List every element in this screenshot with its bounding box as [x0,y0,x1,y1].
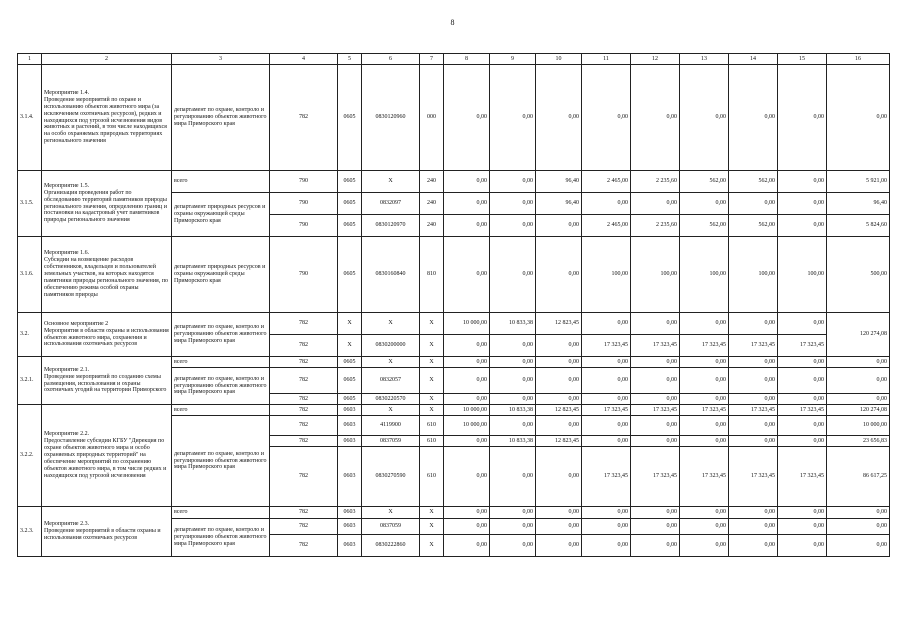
amount-cell: 0,00 [631,436,680,447]
code-cell: 790 [270,215,338,237]
column-header: 7 [420,54,444,65]
amount-cell: 0,00 [778,357,827,368]
amount-cell: 2 235,60 [631,171,680,193]
table-row [18,65,890,171]
amount-cell: 0,00 [444,171,490,193]
column-header: 16 [827,54,890,65]
code-cell: 0605 [338,237,362,313]
amount-cell: 0,00 [582,436,631,447]
code-cell: X [362,171,420,193]
amount-cell: 0,00 [490,193,536,215]
amount-cell: 0,00 [778,535,827,557]
amount-cell: 0,00 [490,447,536,507]
code-cell: 0830120960 [362,65,420,171]
amount-cell: 2 235,60 [631,215,680,237]
amount-cell: 562,00 [680,215,729,237]
code-cell: 240 [420,215,444,237]
column-header: 15 [778,54,827,65]
amount-cell: 0,00 [778,394,827,405]
code-cell: 610 [420,416,444,436]
code-cell: 0605 [338,193,362,215]
amount-cell: 10 833,38 [490,436,536,447]
amount-cell: 0,00 [729,394,778,405]
column-header: 3 [172,54,270,65]
executor: всего [172,507,270,519]
amount-cell: 0,00 [680,519,729,535]
code-cell: 782 [270,535,338,557]
executor: департамент по охране, контроло и регулированию объектов животного мира Приморского края [172,368,270,405]
amount-cell: 0,00 [680,394,729,405]
amount-cell: 0,00 [729,193,778,215]
amount-cell: 0,00 [778,313,827,335]
amount-cell: 5 824,60 [827,215,890,237]
code-cell: 0603 [338,507,362,519]
amount-cell: 0,00 [582,193,631,215]
amount-cell: 17 323,45 [582,405,631,416]
amount-cell: 0,00 [444,519,490,535]
amount-cell: 10 000,00 [444,416,490,436]
code-cell: 790 [270,171,338,193]
amount-cell: 0,00 [680,416,729,436]
amount-cell: 120 274,08 [827,405,890,416]
code-cell: X [338,335,362,357]
amount-cell: 0,00 [582,357,631,368]
amount-cell: 0,00 [778,193,827,215]
row-id: 3.2. [18,313,42,357]
total-cell: 120 274,08 [827,313,890,357]
amount-cell: 0,00 [729,507,778,519]
amount-cell: 0,00 [490,394,536,405]
amount-cell: 17 323,45 [680,447,729,507]
amount-cell: 0,00 [490,368,536,394]
code-cell: 0603 [338,416,362,436]
amount-cell: 0,00 [729,313,778,335]
amount-cell: 17 323,45 [631,405,680,416]
amount-cell: 0,00 [680,436,729,447]
amount-cell: 0,00 [778,65,827,171]
budget-table [17,53,890,557]
header-row [18,54,890,65]
column-header: 2 [42,54,172,65]
code-cell: 782 [270,394,338,405]
amount-cell: 0,00 [729,535,778,557]
code-cell: 782 [270,65,338,171]
amount-cell: 0,00 [631,535,680,557]
amount-cell: 0,00 [490,416,536,436]
code-cell: 0605 [338,65,362,171]
column-header: 9 [490,54,536,65]
amount-cell: 0,00 [778,519,827,535]
amount-cell: 0,00 [680,507,729,519]
code-cell: 0830200000 [362,335,420,357]
table-row [18,171,890,193]
code-cell: X [362,507,420,519]
amount-cell: 0,00 [729,357,778,368]
amount-cell: 0,00 [582,416,631,436]
amount-cell: 0,00 [778,215,827,237]
amount-cell: 17 323,45 [631,447,680,507]
amount-cell: 0,00 [444,507,490,519]
column-header: 13 [680,54,729,65]
amount-cell: 0,00 [490,357,536,368]
amount-cell: 0,00 [582,368,631,394]
executor: департамент природных ресурсов и охраны окружающей среды Приморского края [172,193,270,237]
code-cell: X [420,394,444,405]
amount-cell: 0,00 [827,357,890,368]
activity-name: Основное мероприятие 2 Мероприятия в области охраны и использования объектов животного мира, сохранения и использования охотничьих ресурсов [42,313,172,357]
amount-cell: 0,00 [729,368,778,394]
amount-cell: 86 617,25 [827,447,890,507]
code-cell: 782 [270,313,338,335]
code-cell: 0830160840 [362,237,420,313]
amount-cell: 0,00 [631,394,680,405]
amount-cell: 0,00 [729,416,778,436]
code-cell: 0837059 [362,436,420,447]
amount-cell: 10 000,00 [444,405,490,416]
amount-cell: 0,00 [582,394,631,405]
amount-cell: 0,00 [680,313,729,335]
row-id: 3.2.3. [18,507,42,557]
row-id: 3.2.2. [18,405,42,507]
amount-cell: 0,00 [631,313,680,335]
code-cell: 000 [420,65,444,171]
amount-cell: 0,00 [631,368,680,394]
code-cell: X [420,405,444,416]
amount-cell: 0,00 [631,507,680,519]
amount-cell: 0,00 [536,368,582,394]
column-header: 12 [631,54,680,65]
amount-cell: 0,00 [631,519,680,535]
table-row [18,357,890,368]
amount-cell: 0,00 [778,507,827,519]
amount-cell: 0,00 [444,65,490,171]
code-cell: 0832097 [362,193,420,215]
amount-cell: 0,00 [536,447,582,507]
amount-cell: 0,00 [536,65,582,171]
code-cell: 0603 [338,405,362,416]
amount-cell: 12 823,45 [536,436,582,447]
amount-cell: 10 000,00 [444,313,490,335]
amount-cell: 0,00 [444,237,490,313]
column-header: 4 [270,54,338,65]
code-cell: 0603 [338,535,362,557]
code-cell: 0603 [338,519,362,535]
amount-cell: 0,00 [680,368,729,394]
code-cell: X [362,313,420,335]
amount-cell: 0,00 [536,215,582,237]
code-cell: 0603 [338,447,362,507]
amount-cell: 0,00 [444,535,490,557]
activity-name: Мероприятие 2.1. Проведение мероприятий по созданию схемы размещения, использования и охраны охотничьих угодий на территории Приморского [42,357,172,405]
amount-cell: 100,00 [582,237,631,313]
amount-cell: 96,40 [536,193,582,215]
column-header: 14 [729,54,778,65]
code-cell: 0605 [338,357,362,368]
amount-cell: 0,00 [490,335,536,357]
amount-cell: 0,00 [490,215,536,237]
row-id: 3.1.5. [18,171,42,237]
column-header: 6 [362,54,420,65]
amount-cell: 500,00 [827,237,890,313]
amount-cell: 17 323,45 [778,405,827,416]
amount-cell: 0,00 [680,535,729,557]
code-cell: 0832057 [362,368,420,394]
code-cell: 0605 [338,394,362,405]
executor: всего [172,357,270,368]
amount-cell: 0,00 [729,519,778,535]
code-cell: 610 [420,436,444,447]
amount-cell: 23 656,83 [827,436,890,447]
code-cell: 790 [270,193,338,215]
amount-cell: 10 833,38 [490,313,536,335]
executor: департамент природных ресурсов и охраны окружающей среды Приморского края [172,237,270,313]
amount-cell: 17 323,45 [631,335,680,357]
table-row [18,405,890,416]
amount-cell: 2 465,00 [582,171,631,193]
amount-cell: 2 465,00 [582,215,631,237]
amount-cell: 0,00 [778,436,827,447]
amount-cell: 0,00 [729,65,778,171]
amount-cell: 562,00 [729,171,778,193]
code-cell: 782 [270,335,338,357]
code-cell: 0830270590 [362,447,420,507]
amount-cell: 0,00 [490,507,536,519]
activity-name: Мероприятие 1.5. Организация проведения работ по обследованию территорий памятников природы регионального значения, определению границ и постановки на кадастровый учет памятников природы регионального значения [42,171,172,237]
amount-cell: 0,00 [536,335,582,357]
executor: департамент по охране, контроло и регулированию объектов животного мира Приморского края [172,519,270,557]
amount-cell: 0,00 [582,507,631,519]
amount-cell: 0,00 [536,519,582,535]
amount-cell: 0,00 [490,237,536,313]
amount-cell: 0,00 [827,65,890,171]
code-cell: 0605 [338,368,362,394]
amount-cell: 0,00 [490,519,536,535]
amount-cell: 17 323,45 [778,335,827,357]
amount-cell: 0,00 [536,416,582,436]
code-cell: 0830120970 [362,215,420,237]
amount-cell: 0,00 [444,368,490,394]
activity-name: Мероприятие 2.3. Проведение мероприятий в области охраны и использования охотничьих ресурсов [42,507,172,557]
amount-cell: 17 323,45 [582,335,631,357]
amount-cell: 5 921,00 [827,171,890,193]
amount-cell: 17 323,45 [729,405,778,416]
page-number: 8 [450,18,455,27]
amount-cell: 100,00 [778,237,827,313]
amount-cell: 0,00 [582,65,631,171]
table-row [18,313,890,335]
amount-cell: 0,00 [444,215,490,237]
code-cell: 782 [270,519,338,535]
column-header: 5 [338,54,362,65]
code-cell: X [420,368,444,394]
code-cell: X [420,313,444,335]
code-cell: 4119900 [362,416,420,436]
code-cell: X [420,357,444,368]
code-cell: X [420,507,444,519]
amount-cell: 0,00 [582,535,631,557]
amount-cell: 0,00 [490,65,536,171]
amount-cell: 562,00 [680,171,729,193]
amount-cell: 100,00 [729,237,778,313]
amount-cell: 12 823,45 [536,405,582,416]
amount-cell: 100,00 [680,237,729,313]
amount-cell: 17 323,45 [729,335,778,357]
amount-cell: 17 323,45 [680,405,729,416]
row-id: 3.1.4. [18,65,42,171]
amount-cell: 0,00 [536,394,582,405]
column-header: 1 [18,54,42,65]
amount-cell: 562,00 [729,215,778,237]
code-cell: 0603 [338,436,362,447]
amount-cell: 0,00 [536,535,582,557]
executor: всего [172,171,270,193]
amount-cell: 0,00 [778,416,827,436]
table-row [18,237,890,313]
code-cell: 782 [270,507,338,519]
column-header: 11 [582,54,631,65]
amount-cell: 96,40 [536,171,582,193]
executor: департамент по охране, контроло и регулированию объектов животного мира Приморского края [172,313,270,357]
amount-cell: 0,00 [444,394,490,405]
amount-cell: 17 323,45 [582,447,631,507]
amount-cell: 0,00 [680,357,729,368]
amount-cell: 0,00 [490,171,536,193]
executor: всего [172,405,270,416]
code-cell: 240 [420,193,444,215]
amount-cell: 0,00 [582,519,631,535]
code-cell: 0605 [338,171,362,193]
amount-cell: 0,00 [827,519,890,535]
amount-cell: 0,00 [582,313,631,335]
amount-cell: 10 833,38 [490,405,536,416]
amount-cell: 0,00 [536,357,582,368]
amount-cell: 17 323,45 [778,447,827,507]
code-cell: 610 [420,447,444,507]
row-id: 3.1.6. [18,237,42,313]
code-cell: 782 [270,357,338,368]
code-cell: 790 [270,237,338,313]
amount-cell: 0,00 [827,368,890,394]
code-cell: 782 [270,416,338,436]
table-row [18,507,890,519]
amount-cell: 0,00 [444,335,490,357]
code-cell: 782 [270,436,338,447]
code-cell: X [362,405,420,416]
column-header: 10 [536,54,582,65]
amount-cell: 96,40 [827,193,890,215]
code-cell: 782 [270,447,338,507]
amount-cell: 0,00 [631,193,680,215]
code-cell: 0837059 [362,519,420,535]
activity-name: Мероприятие 1.6. Субсидии на возмещение расходов собственников, владельцев и пользователей земельных участков, на которых находятся памятники природы регионального значения, по обеспечению режима особой охраны памятников природы [42,237,172,313]
code-cell: 782 [270,405,338,416]
code-cell: X [420,519,444,535]
amount-cell: 0,00 [444,447,490,507]
amount-cell: 0,00 [729,436,778,447]
executor: департамент по охране, контроло и регулированию объектов животного мира Приморского края [172,416,270,507]
code-cell: 0605 [338,215,362,237]
amount-cell: 0,00 [680,193,729,215]
amount-cell: 0,00 [827,535,890,557]
amount-cell: 0,00 [490,535,536,557]
amount-cell: 17 323,45 [729,447,778,507]
amount-cell: 0,00 [444,357,490,368]
code-cell: 0830220570 [362,394,420,405]
row-id: 3.2.1. [18,357,42,405]
activity-name: Мероприятие 1.4. Проведение мероприятий по охране и использованию объектов животного мира (за исключением охотничьих ресурсов), редких и находящихся под угрозой исчезновения видов животных и растений, в том числе находящихся на особо охраняемых природных территориях регионального значения [42,65,172,171]
code-cell: X [338,313,362,335]
amount-cell: 17 323,45 [680,335,729,357]
code-cell: 240 [420,171,444,193]
amount-cell: 0,00 [536,507,582,519]
code-cell: 810 [420,237,444,313]
executor: департамент по охране, контроло и регулированию объектов животного мира Приморского края [172,65,270,171]
amount-cell: 0,00 [827,394,890,405]
amount-cell: 0,00 [536,237,582,313]
amount-cell: 0,00 [444,193,490,215]
code-cell: X [362,357,420,368]
amount-cell: 0,00 [631,416,680,436]
amount-cell: 0,00 [680,65,729,171]
amount-cell: 0,00 [778,368,827,394]
activity-name: Мероприятие 2.2. Предоставление субсидии КГБУ "Дирекция по охране объектов животного мира и особо охраняемых природных территорий" на обеспечение мероприятий по сохранению объектов животного мира, в том числе редких и находящихся под угрозой исчезновения [42,405,172,507]
amount-cell: 12 823,45 [536,313,582,335]
amount-cell: 0,00 [778,171,827,193]
amount-cell: 10 000,00 [827,416,890,436]
amount-cell: 0,00 [631,65,680,171]
code-cell: 782 [270,368,338,394]
code-cell: 0830222860 [362,535,420,557]
code-cell: X [420,335,444,357]
code-cell: X [420,535,444,557]
column-header: 8 [444,54,490,65]
amount-cell: 100,00 [631,237,680,313]
amount-cell: 0,00 [827,507,890,519]
amount-cell: 0,00 [444,436,490,447]
amount-cell: 0,00 [631,357,680,368]
